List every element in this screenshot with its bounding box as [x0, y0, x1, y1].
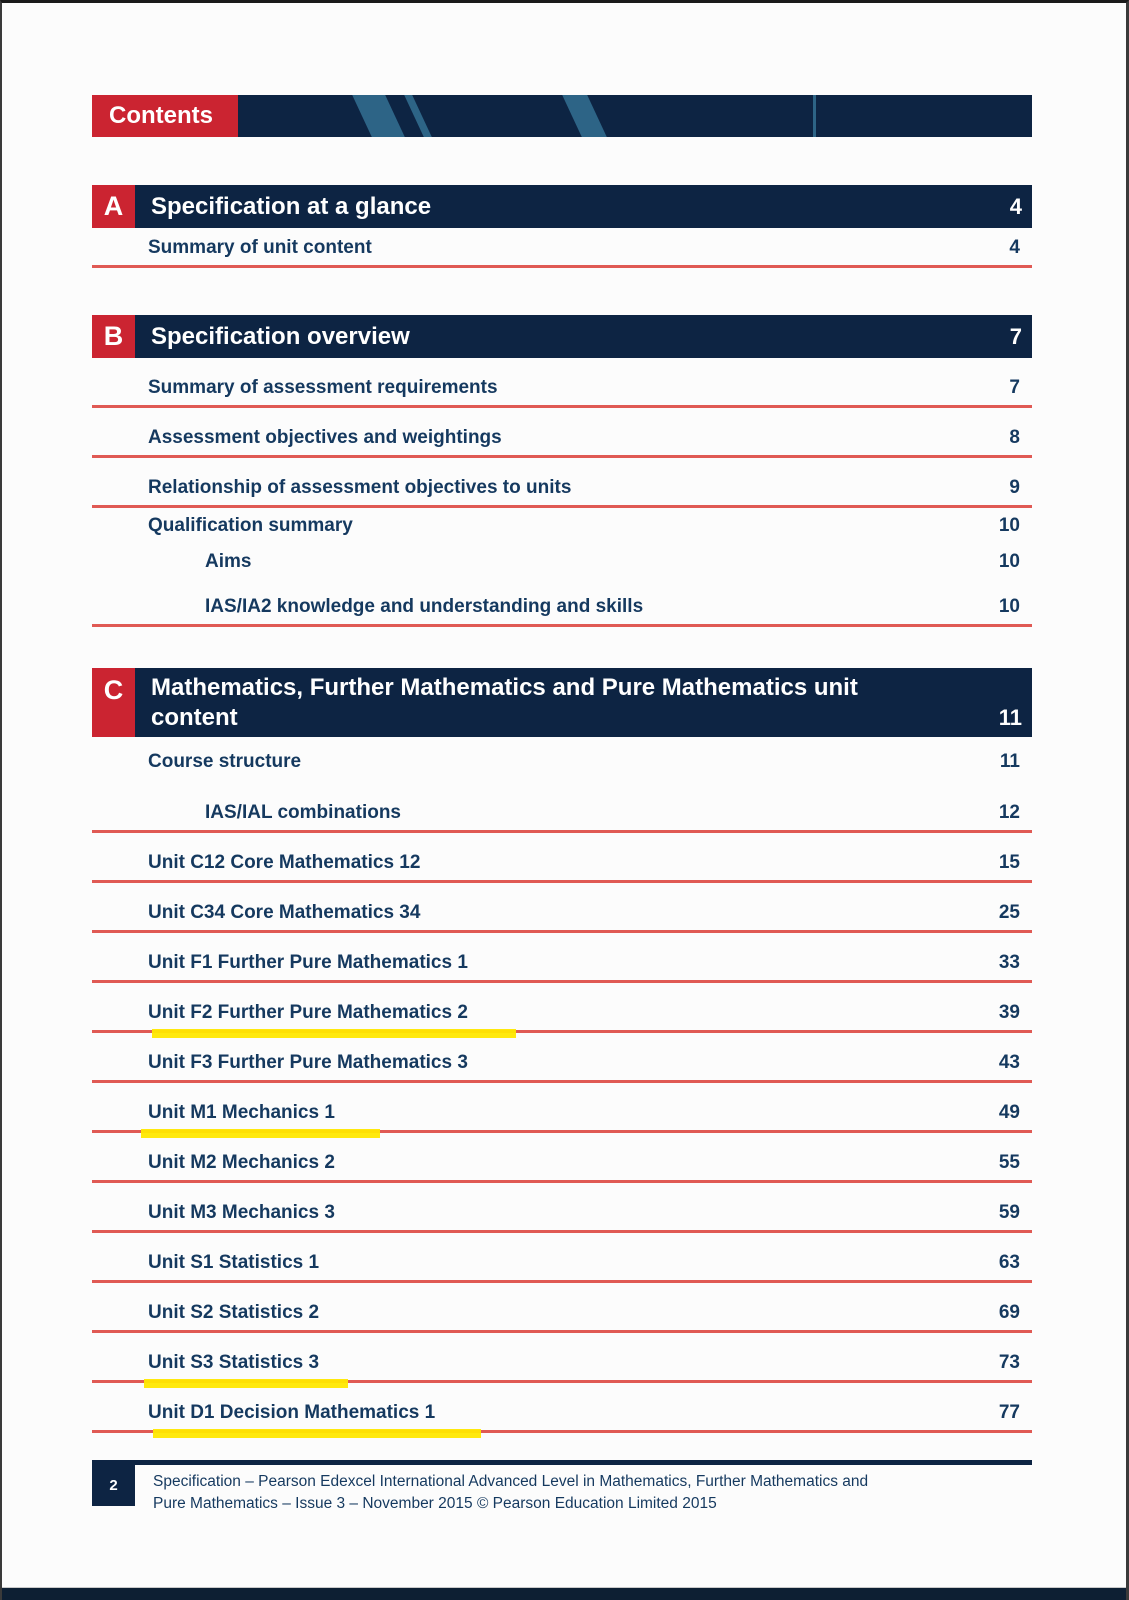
toc-row-label: Unit F1 Further Pure Mathematics 1 — [148, 952, 468, 973]
toc-row-page: 59 — [998, 1202, 1020, 1223]
toc-row[interactable] — [92, 579, 1032, 627]
section-letter: B — [92, 315, 135, 358]
toc-row-label: Unit C34 Core Mathematics 34 — [148, 902, 421, 923]
toc-row-label: IAS/IAL combinations — [205, 802, 402, 823]
toc-row-page: 10 — [998, 596, 1020, 617]
yellow-highlight-mark — [152, 1029, 516, 1038]
toc-row[interactable] — [92, 1283, 1032, 1333]
toc-row[interactable] — [92, 508, 1032, 546]
toc-row-page: 10 — [998, 515, 1020, 536]
toc-row[interactable] — [92, 1033, 1032, 1083]
toc-row-page: 12 — [998, 802, 1020, 823]
footer-text: Specification – Pearson Edexcel International Advanced Level in Mathematics, Further Mathematics and Pure Mathematics – Issue 3 – November 2015 © Pearson Education Limited 2015 — [153, 1473, 869, 1512]
toc-row-label: Assessment objectives and weightings — [148, 427, 502, 448]
toc-row-label: Summary of assessment requirements — [148, 377, 498, 398]
toc-row[interactable] — [92, 833, 1032, 883]
section-title: Mathematics, Further Mathematics and Pure Mathematics unit content — [151, 674, 858, 731]
section-bar-a[interactable] — [92, 185, 1032, 228]
toc-row[interactable] — [92, 737, 1032, 782]
contents-header-bar — [92, 95, 1032, 137]
toc-row-label: Unit F3 Further Pure Mathematics 3 — [148, 1052, 468, 1073]
toc-row-label: Unit M3 Mechanics 3 — [148, 1202, 335, 1223]
toc-row[interactable] — [92, 228, 1032, 268]
section-page-number: 4 — [1009, 193, 1022, 219]
section-bar-c[interactable] — [92, 668, 1032, 737]
toc-row[interactable] — [92, 1083, 1032, 1133]
toc-row[interactable] — [92, 1383, 1032, 1433]
toc-row[interactable] — [92, 546, 1032, 579]
section-letter: C — [92, 668, 135, 737]
vertical-accent-line — [813, 95, 816, 137]
toc-row-page: 15 — [998, 852, 1020, 873]
toc-row-label: Unit S2 Statistics 2 — [148, 1302, 320, 1323]
toc-row-page: 25 — [998, 902, 1020, 923]
section-title: Specification at a glance — [151, 192, 432, 220]
toc-row-page: 63 — [998, 1252, 1020, 1273]
section-letter: A — [92, 185, 135, 228]
toc-row-page: 10 — [998, 551, 1020, 572]
toc-row[interactable] — [92, 1233, 1032, 1283]
toc-row[interactable] — [92, 1183, 1032, 1233]
toc-row-label: Unit D1 Decision Mathematics 1 — [148, 1402, 436, 1423]
toc-row-label: Qualification summary — [148, 515, 353, 536]
toc-row[interactable] — [92, 1333, 1032, 1383]
toc-row-label: Aims — [205, 551, 252, 572]
diagonal-stripe — [350, 95, 406, 137]
diagonal-stripe — [560, 95, 608, 137]
toc-row-label: Unit S1 Statistics 1 — [148, 1252, 320, 1273]
toc-row-label: Course structure — [148, 751, 302, 772]
yellow-highlight-mark — [141, 1129, 380, 1138]
toc-row-label: Unit F2 Further Pure Mathematics 2 — [148, 1002, 468, 1023]
toc-row-label: Relationship of assessment objectives to units — [148, 477, 572, 498]
toc-row-page: 55 — [998, 1152, 1020, 1173]
toc-row-page: 77 — [998, 1402, 1020, 1423]
toc-row[interactable] — [92, 1133, 1032, 1183]
yellow-highlight-mark — [144, 1379, 348, 1388]
toc-row-page: 73 — [998, 1352, 1020, 1373]
toc-row-label: IAS/IA2 knowledge and understanding and skills — [205, 596, 644, 617]
toc-row-page: 39 — [998, 1002, 1020, 1023]
section-title: Specification overview — [151, 322, 410, 350]
section-page-number: 11 — [998, 705, 1022, 730]
toc-row-page: 8 — [1009, 427, 1020, 448]
section-bar-main — [135, 315, 1032, 358]
toc-row-label: Unit C12 Core Mathematics 12 — [148, 852, 421, 873]
toc-row-page: 7 — [1009, 377, 1020, 398]
footer — [92, 1465, 1032, 1515]
toc-row[interactable] — [92, 883, 1032, 933]
toc-row-label: Unit M2 Mechanics 2 — [148, 1152, 335, 1173]
toc-row-page: 43 — [998, 1052, 1020, 1073]
toc-row-page: 4 — [1009, 237, 1020, 258]
toc-row-label: Summary of unit content — [148, 237, 372, 258]
page-bottom-band — [2, 1588, 1126, 1600]
section-bar-b[interactable] — [92, 315, 1032, 358]
toc-row[interactable] — [92, 782, 1032, 833]
toc-row[interactable] — [92, 458, 1032, 508]
toc-row[interactable] — [92, 983, 1032, 1033]
yellow-highlight-mark — [153, 1429, 481, 1438]
toc-row-page: 9 — [1009, 477, 1020, 498]
toc-row-label: Unit M1 Mechanics 1 — [148, 1102, 335, 1123]
toc-row[interactable] — [92, 408, 1032, 458]
contents-bar-decoration — [238, 95, 1032, 137]
toc-row-page: 69 — [998, 1302, 1020, 1323]
section-page-number: 7 — [1009, 323, 1022, 349]
toc-row-page: 33 — [998, 952, 1020, 973]
section-bar-main — [135, 668, 1032, 737]
footer-page-number: 2 — [92, 1465, 135, 1506]
toc-row[interactable] — [92, 358, 1032, 408]
contents-label: Contents — [92, 95, 238, 137]
section-bar-main — [135, 185, 1032, 228]
diagonal-stripe — [402, 95, 433, 137]
toc-row-label: Unit S3 Statistics 3 — [148, 1352, 320, 1373]
toc-row-page: 11 — [999, 751, 1020, 772]
toc-row[interactable] — [92, 933, 1032, 983]
toc-row-page: 49 — [998, 1102, 1020, 1123]
